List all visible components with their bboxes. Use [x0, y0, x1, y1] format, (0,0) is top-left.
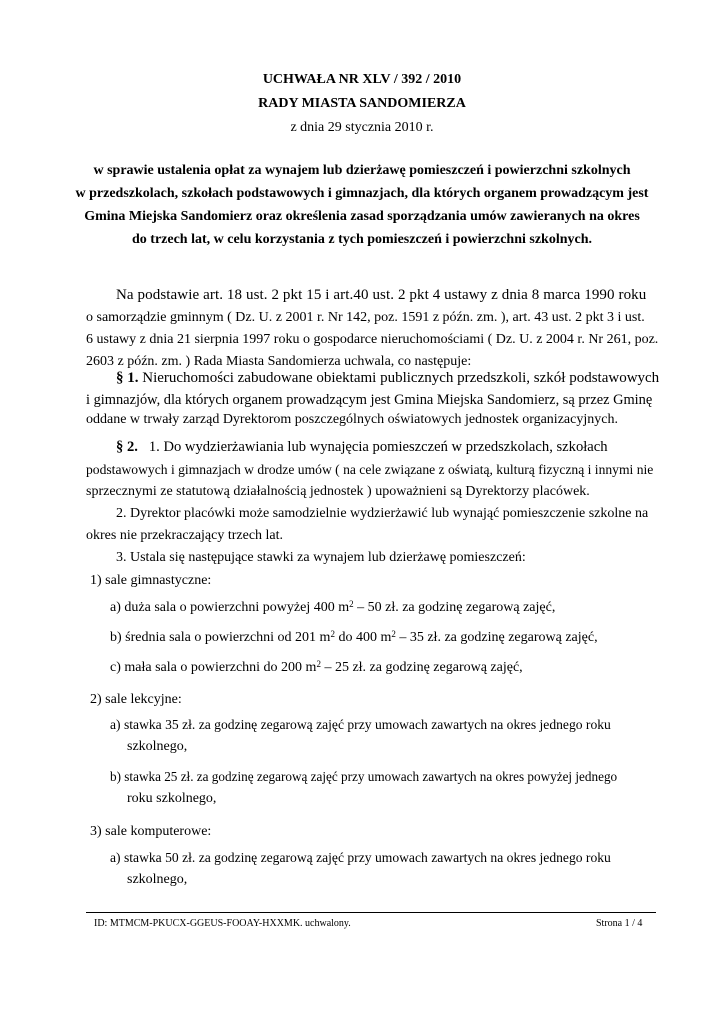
rate-group-label: sale gimnastyczne:	[105, 573, 212, 588]
council-name: RADY MIASTA SANDOMIERZA	[258, 96, 466, 111]
page-number: Strona 1 / 4	[596, 918, 643, 929]
section-line: 3. Ustala się następujące stawki za wynajem lub dzierżawę pomieszczeń:	[116, 550, 526, 565]
rate-item: a) stawka 35 zł. za godzinę zegarową zajęć przy umowach zawartych na okres jednego roku	[110, 717, 611, 732]
rate-item: c) mała sala o powierzchni do 200 $m^2 - 25$ zł. za godzinę zegarową zajęć,	[110, 659, 523, 675]
section-1	[116, 370, 659, 387]
subject-line: w przedszkolach, szkołach podstawowych i gimnazjach, dla których organem prowadzącym jest	[75, 186, 649, 201]
rate-item-cont: roku szkolnego,	[127, 791, 217, 806]
rate-item-cont: szkolnego,	[127, 872, 188, 887]
section-text: Nieruchomości zabudowane obiektami publicznych przedszkoli, szkół podstawowych	[142, 370, 660, 386]
subject-line: do trzech lat, w celu korzystania z tych pomieszczeń i powierzchni szkolnych.	[132, 232, 592, 247]
section-mark: § 2.	[116, 439, 138, 455]
section-line: podstawowych i gimnazjach w drodze umów ( na cele związane z oświatą, kulturą fizyczną i innymi nie	[86, 462, 654, 477]
resolution-title: UCHWAŁA NR XLV / 392 / 2010	[262, 72, 462, 87]
section-line: okres nie przekraczający trzech lat.	[86, 528, 284, 543]
subject-line: w sprawie ustalenia opłat za wynajem lub dzierżawę pomieszczeń i powierzchni szkolnych	[93, 163, 631, 178]
rate-group-label: sale komputerowe:	[105, 824, 212, 839]
rate-item: a) duża sala o powierzchni powyżej 400 $m^2 - 50$ zł. za godzinę zegarową zajęć,	[110, 599, 556, 615]
resolution-date: z dnia 29 stycznia 2010 r.	[290, 120, 434, 135]
section-line: sprzecznymi ze statutową działalnością jednostek ) upoważnieni są Dyrektorzy placówek.	[86, 484, 590, 499]
preamble-line: Na podstawie art. 18 ust. 2 pkt 15 i art.40 ust. 2 pkt 4 ustawy z dnia 8 marca 1990 roku	[116, 287, 647, 303]
preamble-line: 2603 z późn. zm. ) Rada Miasta Sandomierza uchwala, co następuje:	[86, 354, 472, 369]
footer-divider	[86, 912, 656, 913]
rate-item: b) średnia sala o powierzchni od 201 $m^2$ do 400 $m^2 - 35$ zł. za godzinę zegarową zajęć,	[110, 629, 598, 645]
rate-group-classrooms: 2) sale lekcyjne:	[90, 692, 182, 707]
section-text: 1. Do wydzierżawiania lub wynajęcia pomieszczeń w przedszkolach, szkołach	[148, 439, 608, 455]
section-line: oddane w trwały zarząd Dyrektorom poszczególnych oświatowych jednostek organizacyjnych.	[86, 412, 618, 427]
subject-line: Gmina Miejska Sandomierz oraz określenia zasad sporządzania umów zawieranych na okres	[84, 209, 640, 224]
document-id: ID: MTMCM-PKUCX-GGEUS-FOOAY-HXXMK. uchwalony.	[94, 918, 351, 929]
rate-group-label: sale lekcyjne:	[105, 692, 182, 707]
section-mark: § 1.	[116, 370, 139, 386]
rate-item-cont: szkolnego,	[127, 739, 188, 754]
preamble-line: 6 ustawy z dnia 21 sierpnia 1997 roku o gospodarce nieruchomościami ( Dz. U. z 2004 r. Nr 261, poz.	[86, 332, 659, 347]
section-line: 2. Dyrektor placówki może samodzielnie wydzierżawić lub wynająć pomieszczenie szkolne na	[116, 506, 649, 521]
preamble-line: o samorządzie gminnym ( Dz. U. z 2001 r. Nr 142, poz. 1591 z późn. zm. ), art. 43 ust. 2 pkt 3 i ust.	[86, 310, 645, 325]
rate-group-gym: 1) sale gimnastyczne:	[90, 573, 212, 588]
rate-group-computer: 3) sale komputerowe:	[90, 824, 212, 839]
section-2	[116, 439, 608, 456]
rate-item: b) stawka 25 zł. za godzinę zegarową zajęć przy umowach zawartych na okres powyżej jednego	[110, 769, 618, 784]
section-line: i gimnazjów, dla których organem prowadzącym jest Gmina Miejska Sandomierz, są przez Gminę	[86, 392, 653, 408]
rate-item: a) stawka 50 zł. za godzinę zegarową zajęć przy umowach zawartych na okres jednego roku	[110, 850, 611, 865]
